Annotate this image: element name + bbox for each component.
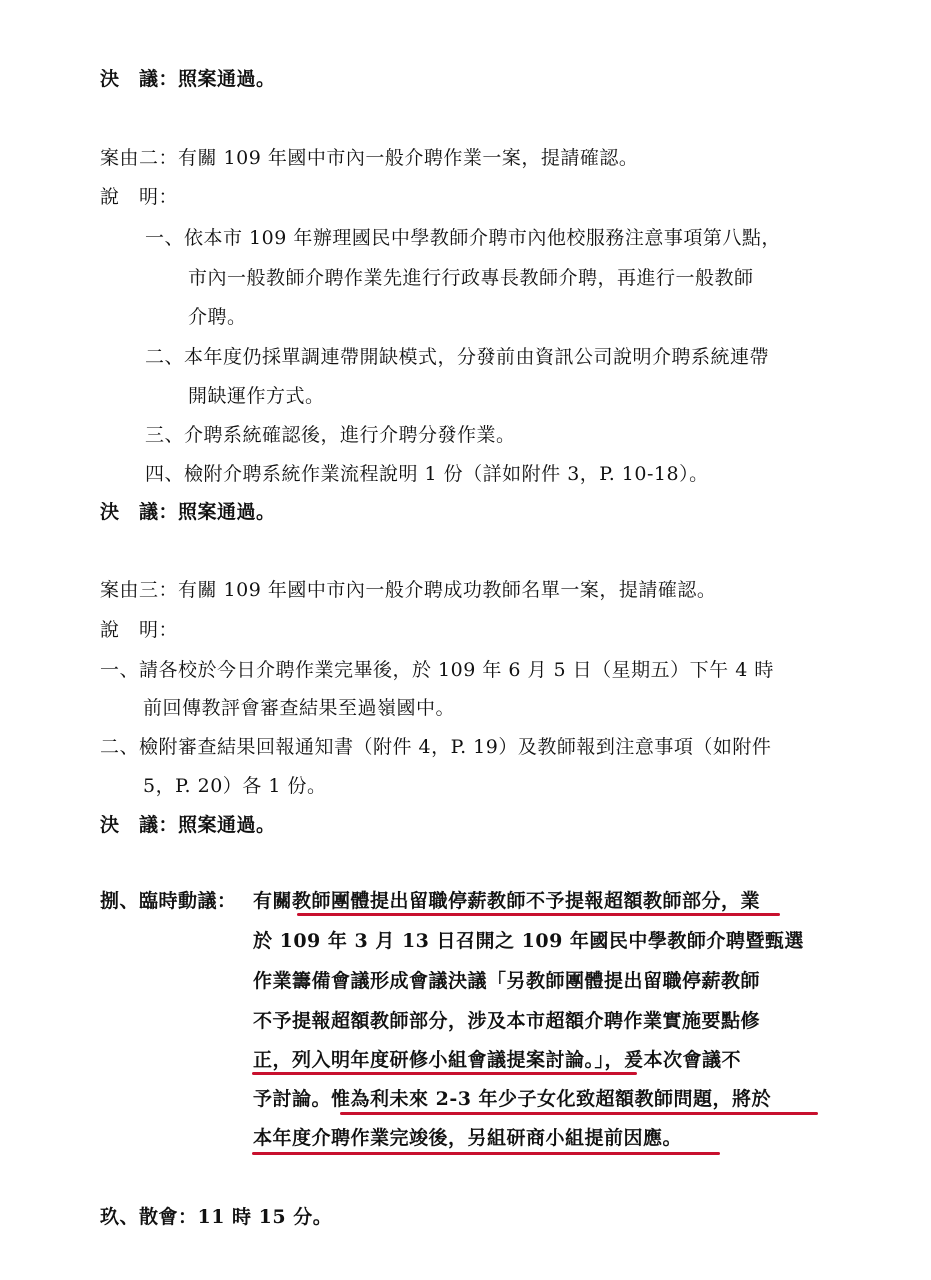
section8-line-1: 有關教師團體提出留職停薪教師不予提報超額教師部分，業 — [253, 890, 761, 912]
case2-item-1-cont-2: 介聘。 — [188, 306, 247, 328]
section9-adjourn: 玖、散會：11 時 15 分。 — [100, 1206, 333, 1228]
case3-item-2-cont: 5，P. 20）各 1 份。 — [143, 775, 327, 797]
case3-item-1: 一、請各校於今日介聘作業完畢後，於 109 年 6 月 5 日（星期五）下午 4 時 — [100, 659, 774, 681]
case2-item-1: 一、依本市 109 年辦理國民中學教師介聘市內他校服務注意事項第八點， — [145, 227, 781, 249]
case2-title: 案由二：有關 109 年國中市內一般介聘作業一案，提請確認。 — [100, 147, 639, 169]
resolution-1: 決 議：照案通過。 — [100, 68, 276, 90]
red-underline-2 — [252, 1072, 637, 1075]
section8-line-3: 作業籌備會議形成會議決議「另教師團體提出留職停薪教師 — [253, 970, 761, 992]
case2-explain-label: 說 明： — [100, 186, 179, 208]
case2-item-4: 四、檢附介聘系統作業流程說明 1 份（詳如附件 3，P. 10-18）。 — [145, 463, 709, 485]
case3-item-2: 二、檢附審查結果回報通知書（附件 4，P. 19）及教師報到注意事項（如附件 — [100, 736, 772, 758]
red-underline-1 — [297, 913, 780, 916]
case3-explain-label: 說 明： — [100, 619, 179, 641]
resolution-2: 決 議：照案通過。 — [100, 501, 276, 523]
case2-item-2-cont: 開缺運作方式。 — [188, 385, 325, 407]
section8-label: 捌、臨時動議： — [100, 890, 237, 912]
red-underline-3 — [340, 1112, 818, 1115]
red-underline-4 — [252, 1152, 720, 1155]
case2-item-1-cont-1: 市內一般教師介聘作業先進行行政專長教師介聘，再進行一般教師 — [188, 267, 754, 289]
case2-item-2: 二、本年度仍採單調連帶開缺模式，分發前由資訊公司說明介聘系統連帶 — [145, 346, 770, 368]
case3-item-1-cont: 前回傳教評會審查結果至過嶺國中。 — [143, 697, 456, 719]
section8-line-7: 本年度介聘作業完竣後，另組研商小組提前因應。 — [253, 1127, 683, 1149]
section8-line-6: 予討論。惟為利未來 2-3 年少子女化致超額教師問題，將於 — [253, 1088, 772, 1110]
section8-line-4: 不予提報超額教師部分，涉及本市超額介聘作業實施要點修 — [253, 1010, 761, 1032]
case3-title: 案由三：有關 109 年國中市內一般介聘成功教師名單一案，提請確認。 — [100, 579, 717, 601]
section8-line-2: 於 109 年 3 月 13 日召開之 109 年國民中學教師介聘暨甄選 — [253, 930, 804, 952]
resolution-3: 決 議：照案通過。 — [100, 814, 276, 836]
section8-line-5: 正，列入明年度研修小組會議提案討論。」，爰本次會議不 — [253, 1049, 742, 1071]
case2-item-3: 三、介聘系統確認後，進行介聘分發作業。 — [145, 424, 516, 446]
